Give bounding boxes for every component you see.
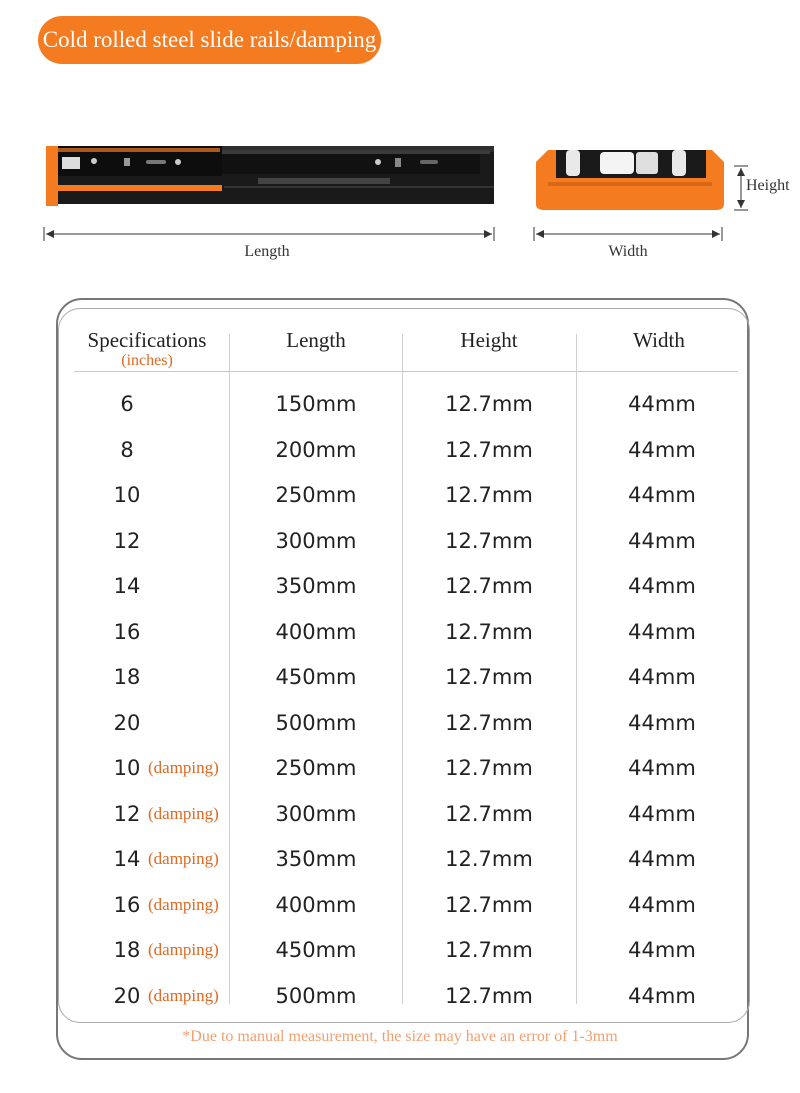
table-row xyxy=(0,792,800,836)
height-cell: 12.7mm xyxy=(445,392,533,416)
damping-note: (damping) xyxy=(148,849,219,868)
title-badge: Cold rolled steel slide rails/damping xyxy=(38,16,381,64)
width-cell: 44mm xyxy=(628,392,696,416)
height-cell: 12.7mm xyxy=(445,483,533,507)
height-cell: 12.7mm xyxy=(445,892,533,917)
width-cell: 44mm xyxy=(628,665,696,689)
width-dimension xyxy=(534,227,722,241)
width-cell: 44mm xyxy=(628,756,696,780)
table-row xyxy=(0,519,800,563)
damping-note: (damping) xyxy=(148,803,219,823)
length-cell: 250mm xyxy=(275,483,357,507)
table-row xyxy=(0,473,800,517)
header-width: Width xyxy=(633,328,685,352)
height-cell: 12.7mm xyxy=(445,437,533,462)
width-cell: 44mm xyxy=(628,437,696,462)
spec-cell: 18 xyxy=(113,938,141,962)
damping-note: (damping) xyxy=(148,985,219,1005)
width-cell: 44mm xyxy=(628,574,696,598)
length-cell: 350mm xyxy=(275,574,357,598)
damping-note: (damping) xyxy=(148,894,219,914)
table-row xyxy=(0,837,800,881)
table-row xyxy=(0,564,800,608)
spec-cell: 20 xyxy=(113,983,141,1008)
width-cell: 44mm xyxy=(628,983,696,1008)
damping-note: (damping) xyxy=(148,940,219,959)
footnote: *Due to manual measurement, the size may have an error of 1-3mm xyxy=(182,1028,618,1045)
height-label: Height xyxy=(746,177,790,194)
table-row xyxy=(0,928,800,972)
height-cell: 12.7mm xyxy=(445,938,533,962)
spec-cell: 8 xyxy=(120,437,134,462)
product-diagram xyxy=(0,0,800,290)
table-row xyxy=(0,701,800,745)
length-cell: 250mm xyxy=(275,756,357,780)
length-cell: 300mm xyxy=(275,801,357,826)
width-cell: 44mm xyxy=(628,483,696,507)
spec-cell: 20 xyxy=(113,710,141,735)
spec-cell: 16 xyxy=(113,892,141,917)
spec-cell: 10 xyxy=(113,483,141,507)
length-cell: 500mm xyxy=(275,710,357,735)
height-cell: 12.7mm xyxy=(445,847,533,871)
height-cell: 12.7mm xyxy=(445,801,533,826)
spec-cell: 16 xyxy=(113,619,141,644)
header-height: Height xyxy=(460,328,518,352)
width-cell: 44mm xyxy=(628,892,696,917)
table-row xyxy=(0,746,800,790)
length-cell: 350mm xyxy=(275,847,357,871)
length-dimension xyxy=(44,227,494,241)
length-cell: 300mm xyxy=(275,528,357,553)
spec-cell: 12 xyxy=(113,801,141,826)
height-cell: 12.7mm xyxy=(445,528,533,553)
table-row xyxy=(0,428,800,472)
table-row xyxy=(0,610,800,654)
header-divider xyxy=(74,371,738,372)
height-cell: 12.7mm xyxy=(445,574,533,598)
rail-end-view xyxy=(536,150,724,210)
height-cell: 12.7mm xyxy=(445,756,533,780)
height-cell: 12.7mm xyxy=(445,665,533,689)
length-cell: 400mm xyxy=(275,619,357,644)
width-cell: 44mm xyxy=(628,619,696,644)
width-label: Width xyxy=(608,243,648,260)
table-row xyxy=(0,883,800,927)
length-cell: 500mm xyxy=(275,983,357,1008)
rail-side-view xyxy=(46,146,494,206)
width-cell: 44mm xyxy=(628,801,696,826)
header-specifications: Specifications xyxy=(87,328,207,352)
length-cell: 400mm xyxy=(275,892,357,917)
spec-cell: 6 xyxy=(120,392,134,416)
width-cell: 44mm xyxy=(628,847,696,871)
width-cell: 44mm xyxy=(628,938,696,962)
length-cell: 450mm xyxy=(275,665,357,689)
width-cell: 44mm xyxy=(628,710,696,735)
length-cell: 200mm xyxy=(275,437,357,462)
spec-cell: 10 xyxy=(113,756,141,780)
length-cell: 150mm xyxy=(275,392,357,416)
height-cell: 12.7mm xyxy=(445,619,533,644)
height-cell: 12.7mm xyxy=(445,983,533,1008)
spec-cell: 14 xyxy=(113,847,141,871)
spec-cell: 14 xyxy=(113,574,141,598)
spec-cell: 12 xyxy=(113,528,141,553)
table-row xyxy=(0,655,800,699)
table-row xyxy=(0,382,800,426)
damping-note: (damping) xyxy=(148,758,219,777)
length-cell: 450mm xyxy=(275,938,357,962)
header-length: Length xyxy=(286,328,346,352)
spec-cell: 18 xyxy=(113,665,141,689)
length-label: Length xyxy=(244,243,290,260)
height-cell: 12.7mm xyxy=(445,710,533,735)
table-row xyxy=(0,974,800,1018)
width-cell: 44mm xyxy=(628,528,696,553)
header-spec-unit: (inches) xyxy=(121,352,173,369)
